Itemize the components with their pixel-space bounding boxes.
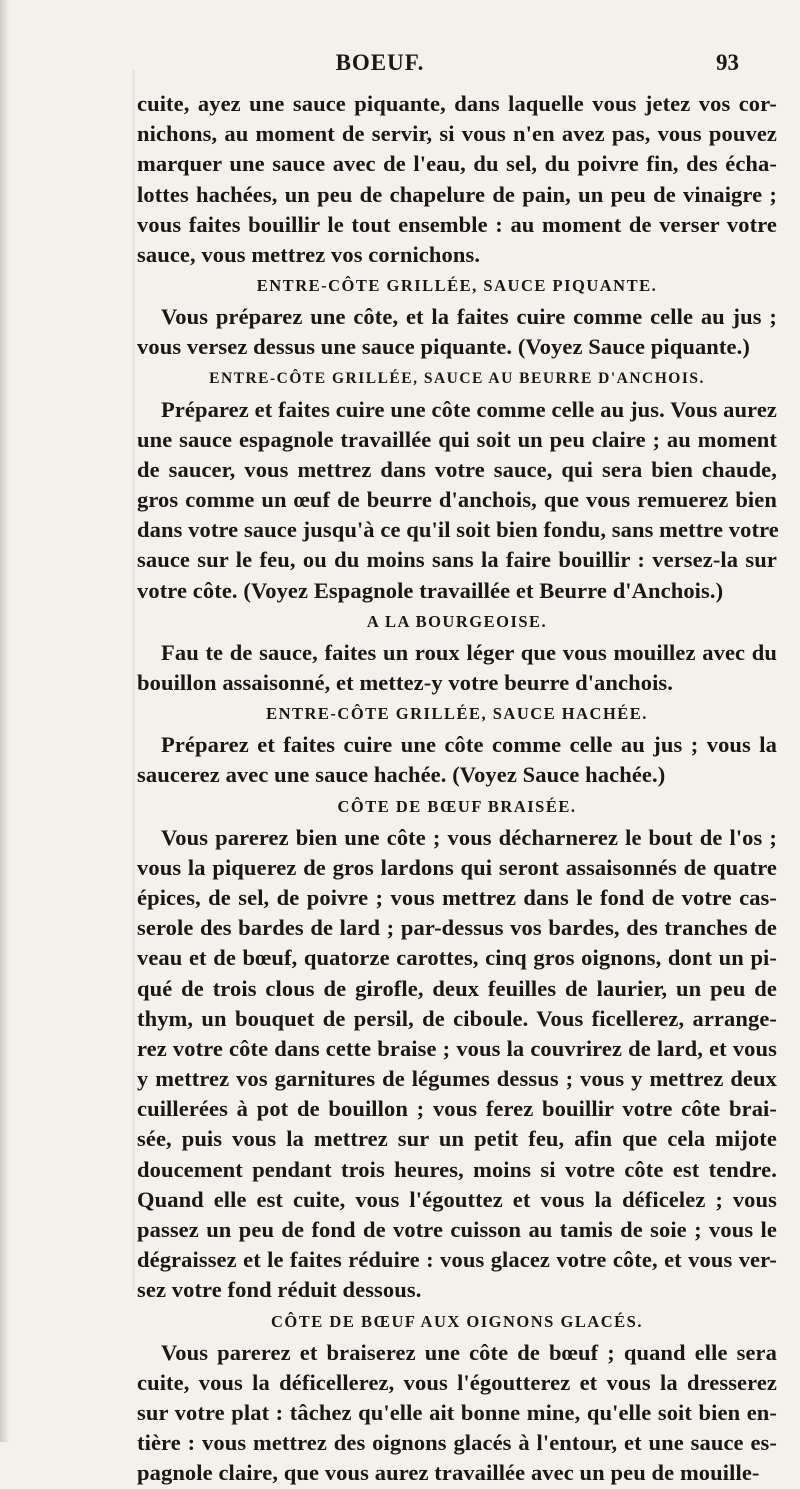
text-line: dégraissez et le faites réduire : vous glacez votre côte, et vous ver-	[137, 1247, 777, 1273]
text-line: une sauce espagnole travaillée qui soit un peu claire ; au moment	[137, 426, 777, 452]
text-line: qué de trois clous de girofle, deux feuilles de laurier, un peu de	[137, 975, 777, 1001]
text-line: thym, un bouquet de persil, de ciboule. Vous ficellerez, arrange-	[137, 1005, 777, 1031]
text-line: sauce, vous mettrez vos cornichons.	[137, 241, 481, 267]
gutter-shadow	[132, 70, 135, 1290]
text-line: y mettrez vos garnitures de légumes dessus ; vous y mettrez deux	[137, 1066, 777, 1092]
text-line: passez un peu de fond de votre cuisson au tamis de soie ; vous le	[137, 1217, 777, 1242]
text-line: de saucer, vous mettrez dans votre sauce, qui sera bien chaude,	[137, 456, 777, 482]
running-title: BOEUF.	[335, 50, 425, 75]
page-number: 93	[716, 50, 739, 75]
text-line: gros comme un œuf de beurre d'anchois, que vous remuerez bien	[137, 487, 777, 513]
text-line: Quand elle est cuite, vous l'égouttez et vous la déficelez ; vous	[137, 1186, 777, 1212]
text-line: votre côte. (Voyez Espagnole travaillée et Beurre d'Anchois.)	[137, 577, 724, 603]
text-line: épices, de sel, de poivre ; vous mettrez dans le fond de votre cas-	[137, 884, 777, 910]
text-line: lottes hachées, un peu de chapelure de pain, un peu de vinaigre ;	[137, 181, 777, 207]
paragraph	[137, 395, 777, 606]
text-line: cuite, ayez une sauce piquante, dans laquelle vous jetez vos cor-	[137, 91, 777, 116]
text-line: cuillerées à pot de bouillon ; vous ferez bouillir votre côte brai-	[137, 1096, 777, 1122]
text-line: vous la piquerez de gros lardons qui seront assaisonnés de quatre	[137, 854, 777, 880]
text-line: bouillon assaisonné, et mettez-y votre beurre d'anchois.	[137, 670, 673, 695]
text-line: Fau te de sauce, faites un roux léger que vous mouillez avec du	[161, 639, 777, 665]
section-heading: ENTRE-CÔTE GRILLÉE, SAUCE HACHÉE.	[266, 704, 648, 724]
text-line: Vous parerez et braiserez une côte de bœuf ; quand elle sera	[161, 1339, 777, 1365]
text-line: saucerez avec une sauce hachée. (Voyez Sauce hachée.)	[137, 762, 666, 788]
section-heading: ENTRE-CÔTE GRILLÉE, SAUCE AU BEURRE D'ANCHOIS.	[209, 369, 705, 387]
text-line: Vous préparez une côte, et la faites cuire comme celle au jus ;	[161, 304, 777, 330]
paragraph	[137, 89, 777, 270]
text-line: sauce sur le feu, ou du moins sans la faire bouillir : versez-la sur	[137, 547, 777, 573]
text-line: serole des bardes de lard ; par-dessus vos bardes, des tranches de	[137, 915, 777, 941]
text-line: sur votre plat : tâchez qu'elle ait bonne mine, qu'elle soit bien en-	[137, 1399, 777, 1425]
text-line: pagnole claire, que vous aurez travaillée avec un peu de mouille-	[137, 1460, 760, 1486]
section-heading: A LA BOURGEOISE.	[366, 611, 548, 631]
text-line: veau et de bœuf, quatorze carottes, cinq gros oignons, dont un pi-	[137, 945, 777, 971]
text-line: Vous parerez bien une côte ; vous décharnerez le bout de l'os ;	[161, 824, 777, 850]
text-line: tière : vous mettrez des oignons glacés à l'entour, et une sauce es-	[137, 1430, 777, 1456]
text-line: vous faites bouillir le tout ensemble : au moment de verser votre	[137, 211, 777, 237]
section-heading: ENTRE-CÔTE GRILLÉE, SAUCE PIQUANTE.	[256, 276, 658, 296]
paragraph	[137, 1338, 777, 1489]
section-heading: CÔTE DE BŒUF AUX OIGNONS GLACÉS.	[271, 1311, 643, 1331]
body-text	[137, 89, 777, 1489]
paragraph	[137, 823, 777, 1306]
text-line: doucement pendant trois heures, moins si votre côte est tendre.	[137, 1156, 777, 1182]
text-line: Préparez et faites cuire une côte comme celle au jus ; vous la	[161, 732, 777, 758]
paragraph	[137, 302, 777, 362]
text-line: rez votre côte dans cette braise ; vous la couvrirez de lard, et vous	[137, 1035, 777, 1061]
text-line: Préparez et faites cuire une côte comme celle au jus. Vous aurez	[161, 396, 777, 422]
section-heading: CÔTE DE BŒUF BRAISÉE.	[337, 796, 577, 816]
text-line: cuite, vous la déficellerez, vous l'égoutterez et vous la dresserez	[137, 1369, 777, 1395]
text-line: nichons, au moment de servir, si vous n'en avez pas, vous pouvez	[137, 121, 777, 147]
page-header	[0, 50, 800, 84]
paragraph	[137, 730, 777, 790]
page-edge-shadow	[0, 0, 10, 1442]
text-line: sée, puis vous la mettrez sur un petit feu, afin que cela mijote	[137, 1126, 777, 1152]
text-line: sez votre fond réduit dessous.	[137, 1277, 422, 1303]
text-line: marquer une sauce avec de l'eau, du sel, du poivre fin, des écha-	[137, 151, 777, 177]
paragraph	[137, 638, 777, 698]
text-line: dans votre sauce jusqu'à ce qu'il soit bien fondu, sans mettre votre	[137, 517, 779, 543]
text-line: vous versez dessus une sauce piquante. (Voyez Sauce piquante.)	[137, 334, 750, 360]
